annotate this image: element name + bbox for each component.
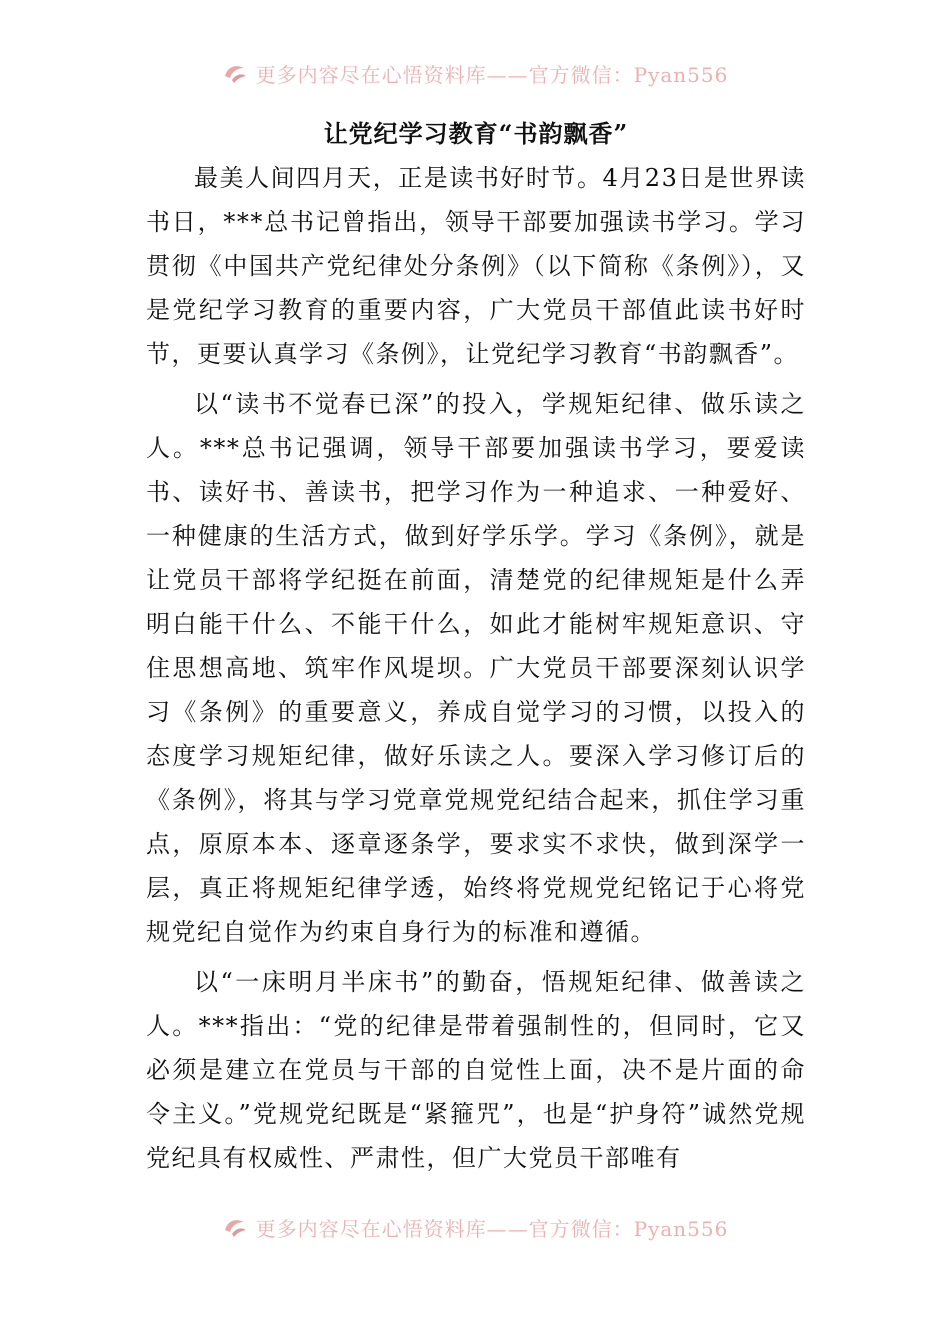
document-body [146, 112, 806, 1186]
watermark-text: 更多内容尽在心悟资料库——官方微信：Pyan556 [255, 1216, 729, 1241]
document-title: 让党纪学习教育“书韵飘香” [323, 119, 629, 148]
paragraph-2: 以“读书不觉春已深”的投入，学规矩纪律、做乐读之人。***总书记强调，领导干部要加强读书学习，要爱读书、读好书、善读书，把学习作为一种追求、一种爱好、一种健康的生活方式，做到好学乐学。学习《条例》，就是让党员干部将学纪挺在前面，清楚党的纪律规矩是什么弄明白能干什么、不能干什么，如此才能树牢规矩意识、守住思想高地、筑牢作风堤坝。广大党员干部要深刻认识学习《条例》的重要意义，养成自觉学习的习惯，以投入的态度学习规矩纪律，做好乐读之人。要深入学习修订后的《条例》，将其与学习党章党规党纪结合起来，抓住学习重点，原原本本、逐章逐条学，要求实不求快，做到深学一层，真正将规矩纪律学透，始终将党规党纪铭记于心将党规党纪自觉作为约束自身行为的标准和遵循。 [146, 390, 806, 946]
paragraph-3: 以“一床明月半床书”的勤奋，悟规矩纪律、做善读之人。***指出：“党的纪律是带着强制性的，但同时，它又必须是建立在党员与干部的自觉性上面，决不是片面的命令主义。”党规党纪既是“紧箍咒”，也是“护身符”诚然党规党纪具有权威性、严肃性，但广大党员干部唯有 [146, 968, 806, 1172]
brand-logo-icon [222, 1216, 248, 1238]
paragraph-1: 最美人间四月天，正是读书好时节。4月23日是世界读书日，***总书记曾指出，领导干部要加强读书学习。学习贯彻《中国共产党纪律处分条例》（以下简称《条例》），又是党纪学习教育的重要内容，广大党员干部值此读书好时节，更要认真学习《条例》，让党纪学习教育“书韵飘香”。 [146, 164, 806, 368]
watermark-banner-bottom [0, 1212, 950, 1242]
watermark-text: 更多内容尽在心悟资料库——官方微信：Pyan556 [255, 62, 729, 87]
watermark-banner-top [0, 58, 950, 88]
brand-logo-icon [222, 62, 248, 84]
